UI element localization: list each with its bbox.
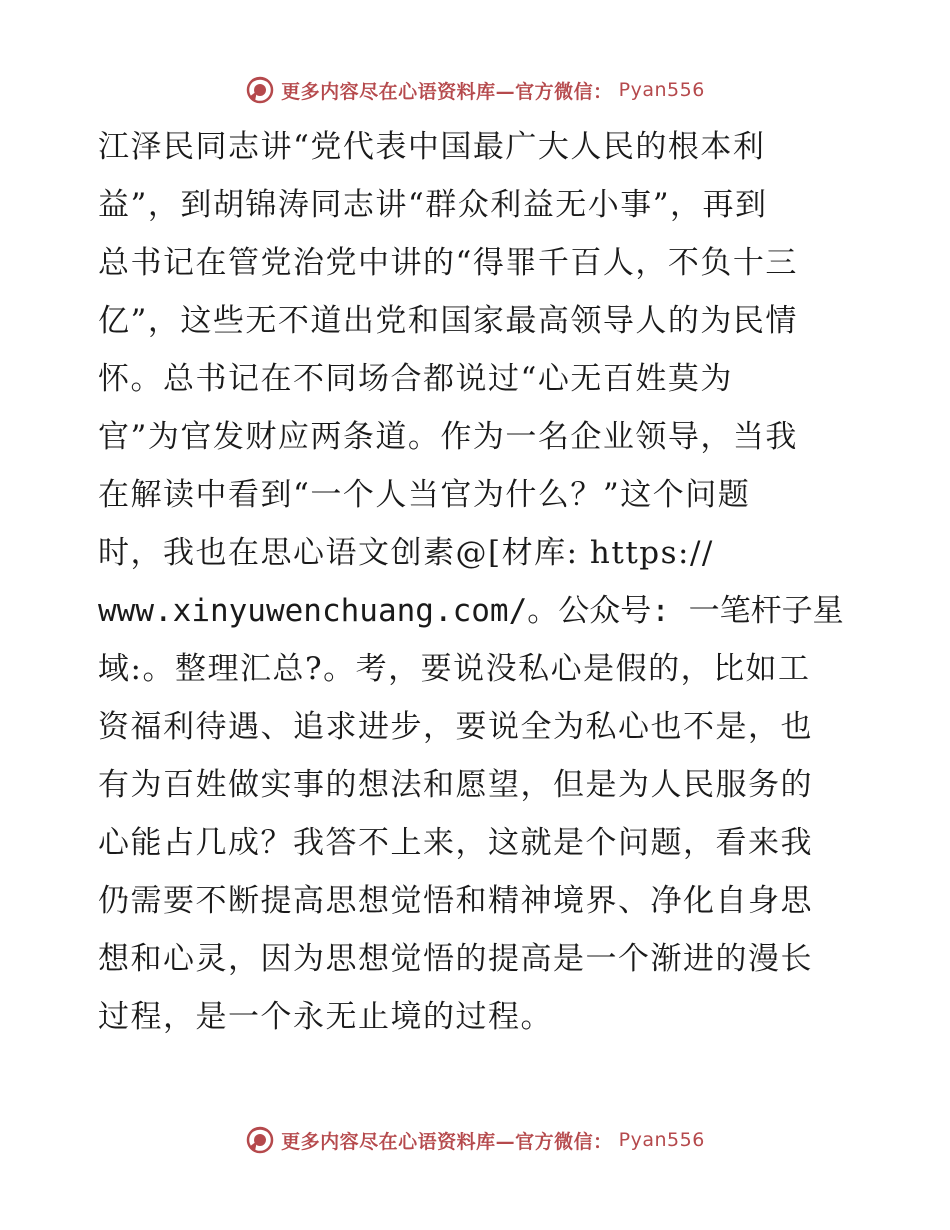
body-line: 域:。整理汇总?。考，要说没私心是假的，比如工 <box>98 651 811 687</box>
body-line: 心能占几成？我答不上来，这就是个问题，看来我 <box>98 825 813 861</box>
header-watermark <box>0 70 950 110</box>
body-line: www.xinyuwenchuang.com/。公众号: 一笔杆子星 <box>98 593 844 629</box>
body-line: 怀。总书记在不同场合都说过“心无百姓莫为 <box>98 361 733 397</box>
body-line: 过程，是一个永无止境的过程。 <box>98 999 553 1035</box>
body-line: 时，我也在思心语文创素@[材库: https:// <box>98 535 714 571</box>
body-line: 资福利待遇、追求进步，要说全为私心也不是，也 <box>98 709 813 745</box>
footer-watermark <box>0 1120 950 1160</box>
document-body <box>98 118 858 1046</box>
watermark-text: 更多内容尽在心语资料库—官方微信： <box>281 1130 613 1153</box>
body-line: 在解读中看到“一个人当官为什么？”这个问题 <box>98 477 751 513</box>
body-line: 亿”，这些无不道出党和国家最高领导人的为民情 <box>98 303 798 339</box>
watermark-account: Pyan556 <box>618 79 705 101</box>
ribbon-seal-icon <box>245 75 275 105</box>
body-line: 官”为官发财应两条道。作为一名企业领导，当我 <box>98 419 798 455</box>
body-line: 想和心灵，因为思想觉悟的提高是一个渐进的漫长 <box>98 941 813 977</box>
body-line: 益”，到胡锦涛同志讲“群众利益无小事”，再到 <box>98 187 768 223</box>
ribbon-seal-icon <box>245 1125 275 1155</box>
body-line: 仍需要不断提高思想觉悟和精神境界、净化自身思 <box>98 883 813 919</box>
body-line: 有为百姓做实事的想法和愿望，但是为人民服务的 <box>98 767 813 803</box>
watermark-text: 更多内容尽在心语资料库—官方微信： <box>281 80 613 103</box>
watermark-account: Pyan556 <box>618 1129 705 1151</box>
body-line: 江泽民同志讲“党代表中国最广大人民的根本利 <box>98 129 766 165</box>
body-line: 总书记在管党治党中讲的“得罪千百人，不负十三 <box>98 245 798 281</box>
